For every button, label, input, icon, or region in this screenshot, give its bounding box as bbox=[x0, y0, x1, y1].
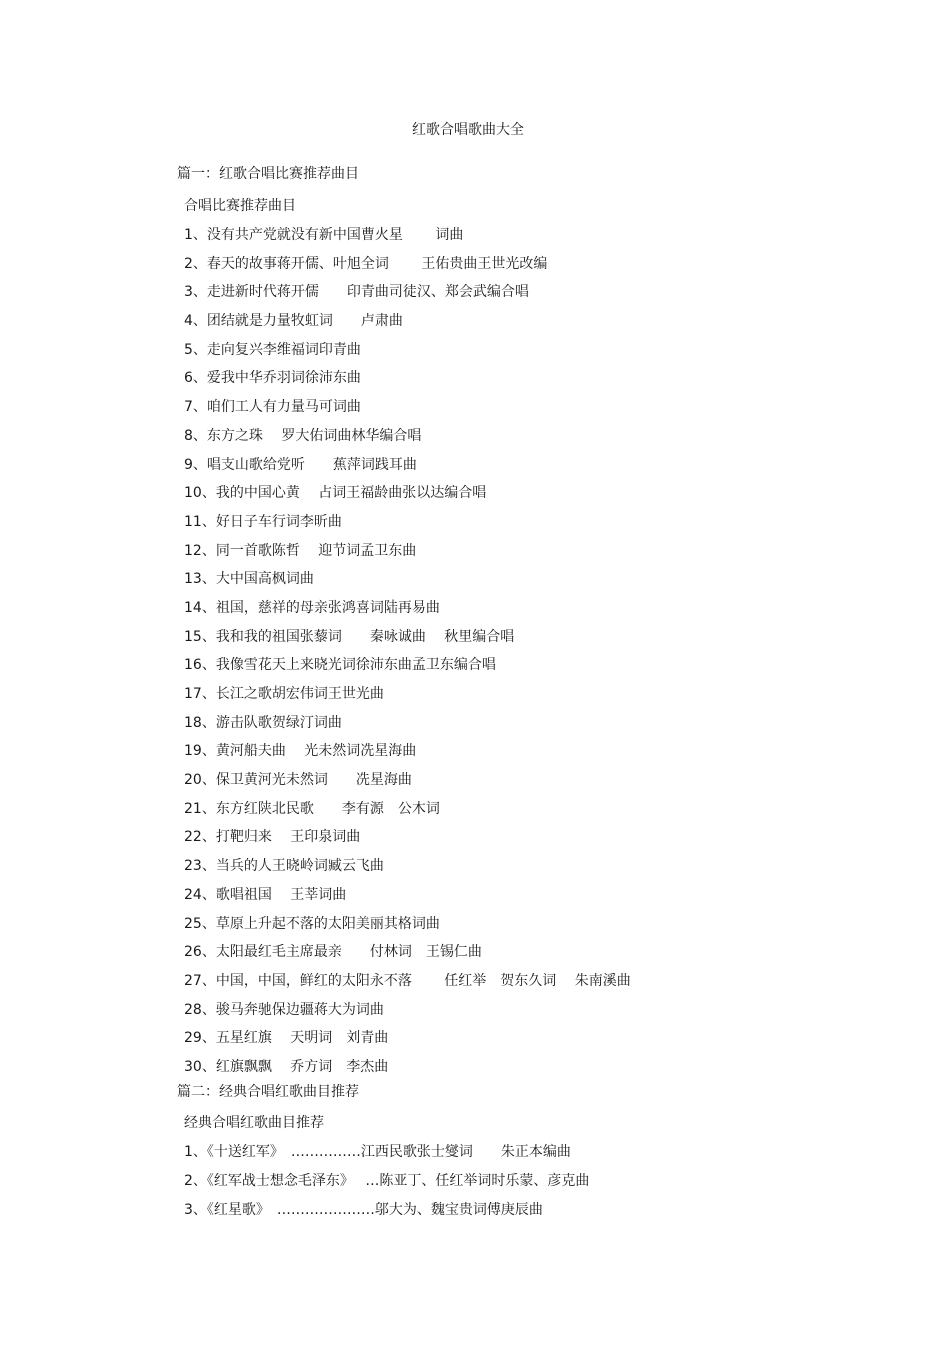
section-1-song-list bbox=[184, 224, 631, 1085]
list-item: 4、团结就是力量牧虹词 卢肃曲 bbox=[184, 313, 403, 330]
section-2-song-list bbox=[184, 1141, 589, 1228]
section-2-subheading: 经典合唱红歌曲目推荐 bbox=[184, 1115, 324, 1131]
list-item: 3、《红星歌》 …………………邬大为、魏宝贵词傅庚辰曲 bbox=[184, 1202, 543, 1218]
list-item: 24、歌唱祖国 王莘词曲 bbox=[184, 886, 347, 903]
list-item: 28、骏马奔驰保边疆蒋大为词曲 bbox=[184, 1001, 384, 1018]
list-item: 21、东方红陕北民歌 李有源 公木词 bbox=[184, 800, 440, 817]
list-item: 2、春天的故事蒋开儒、叶旭全词 王佑贵曲王世光改编 bbox=[184, 255, 548, 272]
list-item: 6、爱我中华乔羽词徐沛东曲 bbox=[184, 370, 361, 387]
list-item: 2、《红军战士想念毛泽东》 …陈亚丁、任红举词时乐蒙、彦克曲 bbox=[184, 1173, 590, 1189]
list-item: 19、黄河船夫曲 光未然词冼星海曲 bbox=[184, 743, 417, 760]
list-item: 29、五星红旗 天明词 刘青曲 bbox=[184, 1030, 389, 1047]
section-2-heading: 篇二：经典合唱红歌曲目推荐 bbox=[177, 1084, 359, 1100]
list-item: 18、游击队歌贺绿汀词曲 bbox=[184, 714, 342, 731]
list-item: 25、草原上升起不落的太阳美丽其格词曲 bbox=[184, 915, 440, 932]
list-item: 23、当兵的人王晓岭词臧云飞曲 bbox=[184, 858, 384, 875]
list-item: 15、我和我的祖国张藜词 秦咏诚曲 秋里编合唱 bbox=[184, 628, 515, 645]
list-item: 7、咱们工人有力量马可词曲 bbox=[184, 399, 361, 416]
list-item: 5、走向复兴李维福词印青曲 bbox=[184, 341, 361, 358]
section-1-subheading: 合唱比赛推荐曲目 bbox=[184, 198, 296, 214]
list-item: 11、好日子车行词李昕曲 bbox=[184, 513, 342, 530]
list-item: 20、保卫黄河光未然词 冼星海曲 bbox=[184, 772, 412, 789]
list-item: 9、唱支山歌给党听 蕉萍词践耳曲 bbox=[184, 456, 417, 473]
list-item: 17、长江之歌胡宏伟词王世光曲 bbox=[184, 686, 384, 702]
list-item: 30、红旗飘飘 乔方词 李杰曲 bbox=[184, 1058, 389, 1075]
list-item: 3、走进新时代蒋开儒 印青曲司徒汉、郑会武编合唱 bbox=[184, 284, 529, 301]
list-item: 1、没有共产党就没有新中国曹火星 词曲 bbox=[184, 227, 464, 243]
list-item: 26、太阳最红毛主席最亲 付林词 王锡仁曲 bbox=[184, 944, 482, 961]
section-1-heading: 篇一：红歌合唱比赛推荐曲目 bbox=[177, 166, 359, 182]
list-item: 1、《十送红军》 ……………江西民歌张士燮词 朱正本编曲 bbox=[184, 1144, 571, 1160]
list-item: 12、同一首歌陈哲 迎节词孟卫东曲 bbox=[184, 542, 417, 559]
list-item: 8、东方之珠 罗大佑词曲林华编合唱 bbox=[184, 427, 422, 444]
document-title: 红歌合唱歌曲大全 bbox=[412, 122, 524, 138]
list-item: 16、我像雪花天上来晓光词徐沛东曲孟卫东编合唱 bbox=[184, 657, 496, 674]
list-item: 14、祖国，慈祥的母亲张鸿喜词陆再易曲 bbox=[184, 599, 440, 616]
list-item: 22、打靶归来 王印泉词曲 bbox=[184, 829, 361, 846]
list-item: 10、我的中国心黄 占词王福龄曲张以达编合唱 bbox=[184, 485, 487, 502]
list-item: 13、大中国高枫词曲 bbox=[184, 571, 314, 588]
list-item: 27、中国，中国，鲜红的太阳永不落 任红举 贺东久词 朱南溪曲 bbox=[184, 972, 631, 989]
